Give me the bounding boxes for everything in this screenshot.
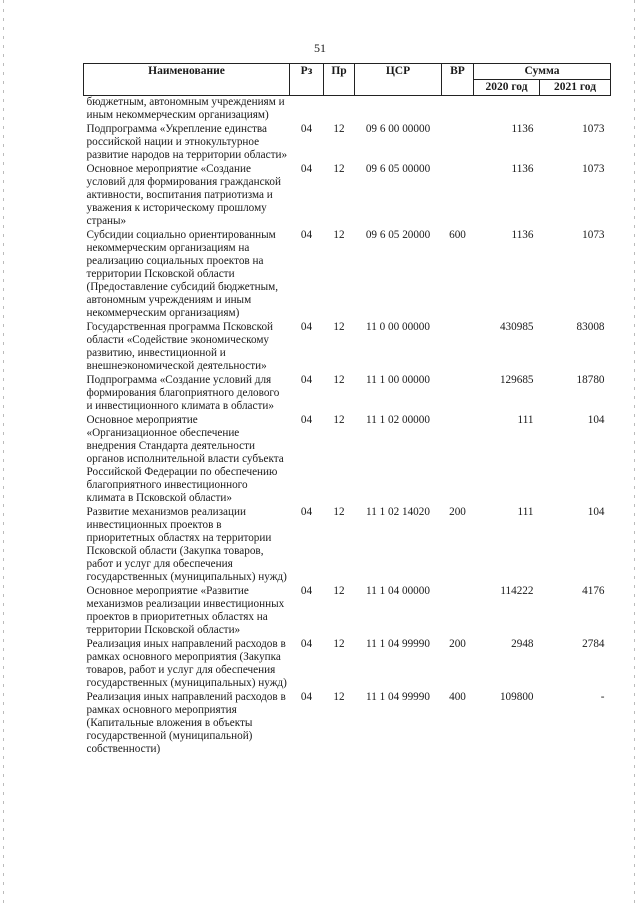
cell-y2: 83008 <box>576 321 605 333</box>
cell-vr <box>442 374 474 414</box>
cell-y2: 1073 <box>582 163 605 175</box>
cell-vr: 200 <box>449 638 466 650</box>
cell-rz: 04 <box>300 414 313 426</box>
cell-name: Реализация иных направлений расходов в рамках основного мероприятия (Капитальные вложения в объекты государственной (муниципальной) собственности) <box>86 691 286 755</box>
cell-y2: 2784 <box>582 638 605 650</box>
table-row <box>84 691 611 757</box>
cell-y2: - <box>600 691 605 703</box>
cell-rz: 04 <box>300 506 313 518</box>
cell-name: Развитие механизмов реализации инвестиционных проектов в приоритетных областях на территории Псковской области (Закупка товаров, работ и услуг для обеспечения государственных (муниципальных) нужд) <box>86 506 287 583</box>
cell-rz: 04 <box>300 638 313 650</box>
cell-y1: 109800 <box>499 691 534 703</box>
cell-name: Реализация иных направлений расходов в рамках основного мероприятия (Закупка товаров, работ и услуг для обеспечения государственных (муниципальных) нужд) <box>86 638 287 689</box>
header-csr: ЦСР <box>355 64 442 96</box>
cell-y1: 430985 <box>499 321 534 333</box>
cell-pr: 12 <box>333 163 345 175</box>
table-row <box>84 229 611 321</box>
cell-name: Основное мероприятие «Развитие механизмов реализации инвестиционных проектов в приоритетных областях на территории Псковской области» <box>86 585 285 636</box>
cell-pr: 12 <box>333 229 345 241</box>
table-header <box>84 64 611 96</box>
cell-name: Основное мероприятие «Организационное обеспечение внедрения Стандарта деятельности органов исполнительной власти субъекта Российской Федерации по обеспечению благоприятного инвестиционного климата в Псковской области» <box>86 414 284 504</box>
header-sum: Сумма <box>474 64 611 80</box>
cell-name: Субсидии социально ориентированным некоммерческим организациям на реализацию социальных проектов на территории Псковской области (Предоставление субсидий бюджетным, автономным учреждениям и иным некоммерческим организациям) <box>86 229 279 319</box>
header-year-2021: 2021 год <box>540 80 611 96</box>
cell-name: Государственная программа Псковской области «Содействие экономическому развитию, инвестиционной и внешнеэкономической деятельности» <box>86 321 274 372</box>
cell-name: Подпрограмма «Создание условий для формирования благоприятного делового и инвестиционного климата в области» <box>86 374 280 412</box>
table-row <box>84 638 611 691</box>
cell-y2: 1073 <box>582 229 605 241</box>
cell-y2: 18780 <box>576 374 605 386</box>
table-row <box>84 506 611 585</box>
cell-csr: 11 1 02 00000 <box>366 414 430 426</box>
cell-rz: 04 <box>300 229 313 241</box>
cell-pr: 12 <box>333 321 345 333</box>
cell-csr: 11 1 04 99990 <box>366 691 430 703</box>
cell-y2: 4176 <box>582 585 605 597</box>
cell-y2: 104 <box>587 414 605 426</box>
right-scan-edge <box>634 0 635 905</box>
cell-pr: 12 <box>333 638 345 650</box>
cell-csr: 11 1 04 00000 <box>366 585 430 597</box>
cell-pr: 12 <box>333 506 345 518</box>
cell-y1: 2948 <box>511 638 534 650</box>
table-row <box>84 374 611 414</box>
header-vr: ВР <box>442 64 474 96</box>
cell-y1: 129685 <box>499 374 534 386</box>
cell-name: бюджетным, автономным учреждениям и иным некоммерческим организациям) <box>86 96 285 121</box>
page-number: 51 <box>314 41 326 55</box>
cell-vr: 400 <box>449 691 466 703</box>
table-body <box>84 96 611 758</box>
cell-y1: 1136 <box>511 229 534 241</box>
cell-pr: 12 <box>333 123 345 135</box>
table-row <box>84 163 611 229</box>
cell-rz: 04 <box>300 691 313 703</box>
cell-name: Подпрограмма «Укрепление единства российской нации и этнокультурное развитие народов на территории области» <box>86 123 288 161</box>
table-row <box>84 585 611 638</box>
cell-y1: 1136 <box>511 123 534 135</box>
cell-vr: 600 <box>449 229 466 241</box>
table-row <box>84 123 611 163</box>
cell-pr: 12 <box>333 691 345 703</box>
cell-vr <box>442 585 474 638</box>
cell-csr: 11 1 04 99990 <box>366 638 430 650</box>
budget-table <box>83 63 611 757</box>
left-scan-edge <box>3 0 4 905</box>
cell-name: Основное мероприятие «Создание условий для формирования гражданской активности, воспитания патриотизма и уважения к историческому прошлому страны» <box>86 163 281 227</box>
cell-y2 <box>540 96 611 124</box>
cell-csr: 09 6 05 20000 <box>365 229 431 241</box>
cell-vr <box>442 321 474 374</box>
cell-y1 <box>474 96 540 124</box>
table-row <box>84 414 611 506</box>
cell-csr: 11 1 00 00000 <box>366 374 430 386</box>
cell-csr: 09 6 00 00000 <box>365 123 431 135</box>
cell-pr <box>324 96 355 124</box>
header-name: Наименование <box>84 64 290 96</box>
cell-csr: 11 0 00 00000 <box>366 321 430 333</box>
cell-y2: 104 <box>587 506 605 518</box>
header-pr: Пр <box>324 64 355 96</box>
cell-pr: 12 <box>333 414 345 426</box>
cell-csr <box>355 96 442 124</box>
cell-vr <box>442 414 474 506</box>
cell-vr: 200 <box>449 506 466 518</box>
cell-pr: 12 <box>333 585 345 597</box>
header-rz: Рз <box>290 64 324 96</box>
cell-y2: 1073 <box>582 123 605 135</box>
cell-vr <box>442 123 474 163</box>
cell-rz: 04 <box>300 163 313 175</box>
cell-y1: 1136 <box>511 163 534 175</box>
cell-y1: 111 <box>517 506 534 518</box>
cell-csr: 11 1 02 14020 <box>366 506 430 518</box>
table-row <box>84 321 611 374</box>
header-year-2020: 2020 год <box>474 80 540 96</box>
cell-rz: 04 <box>300 321 313 333</box>
cell-pr: 12 <box>333 374 345 386</box>
cell-rz <box>290 96 324 124</box>
cell-csr: 09 6 05 00000 <box>365 163 431 175</box>
cell-y1: 114222 <box>500 585 534 597</box>
cell-vr <box>442 96 474 124</box>
cell-rz: 04 <box>300 374 313 386</box>
cell-y1: 111 <box>517 414 534 426</box>
cell-rz: 04 <box>300 585 313 597</box>
table-row <box>84 96 611 124</box>
cell-rz: 04 <box>300 123 313 135</box>
cell-vr <box>442 163 474 229</box>
